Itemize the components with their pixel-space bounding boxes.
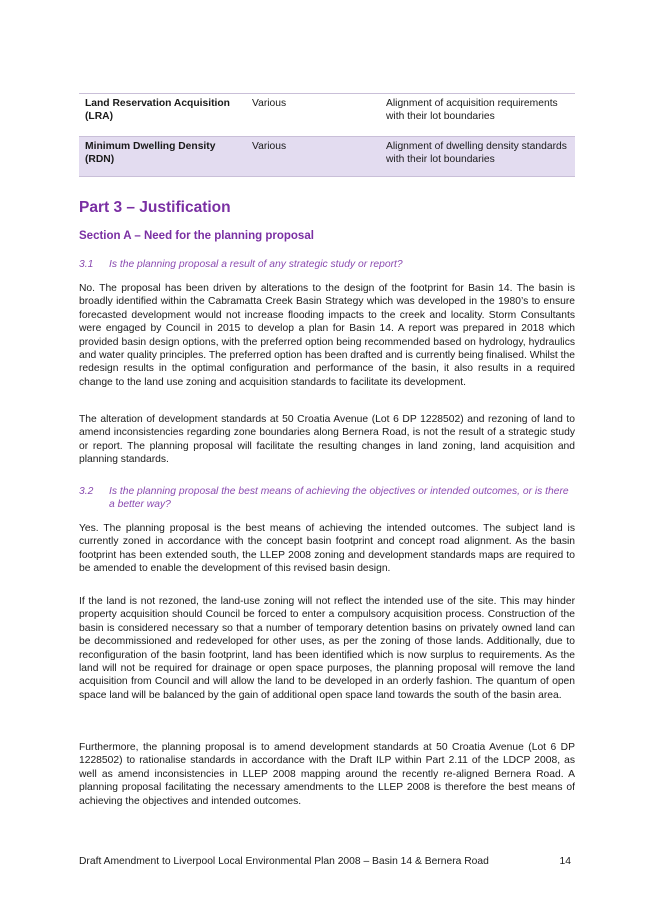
table-cell-description: Alignment of dwelling density standards with their lot boundaries — [380, 137, 575, 177]
page-footer — [79, 856, 575, 867]
paragraph: The alteration of development standards at 50 Croatia Avenue (Lot 6 DP 1228502) and rezoning of land to amend inconsistencies regarding zone boundaries along Bernera Road, is not the result of a strategic study or report. The planning proposal will facilitate the resulting changes in land zoning, land acquisition and planning standards. — [79, 414, 575, 466]
page-number: 14 — [559, 856, 571, 867]
question-number: 3.2 — [79, 486, 94, 497]
table-cell-location: Various — [246, 94, 380, 137]
table-row — [79, 137, 575, 177]
question-text: Is the planning proposal a result of any strategic study or report? — [109, 259, 403, 270]
table-cell-location: Various — [246, 137, 380, 177]
question-text: Is the planning proposal the best means of achieving the objectives or intended outcomes, or is there a better way? — [109, 486, 569, 510]
part-title: Part 3 – Justification — [79, 199, 231, 216]
section-title: Section A – Need for the planning proposal — [79, 230, 314, 242]
table-cell-description: Alignment of acquisition requirements with their lot boundaries — [380, 94, 575, 137]
paragraph: No. The proposal has been driven by alterations to the design of the footprint for Basin 14. The basin is broadly identified within the Cabramatta Creek Basin Strategy which was developed in the 1980’s to ensure forecasted development would not increase flooding impacts to the creek and locality. Storm Consultants were engaged by Council in 2015 to develop a plan for Basin 14. A report was prepared in 2018 which provided basin design options, with the preferred option being recommended based on hydrology, hydraulics and water quality principles. The preferred option has been drafted and is currently being finalised. Whilst the redesign results in the optimal configuration and performance of the basin, it also results in a required change to the land use zoning and acquisition standards to facilitate its development. — [79, 283, 575, 388]
table-cell-control: Land Reservation Acquisition (LRA) — [79, 94, 246, 137]
paragraph: Furthermore, the planning proposal is to amend development standards at 50 Croatia Avenue (Lot 6 DP 1228502) to rationalise standards in accordance with the Draft ILP within Part 2.11 of the LDCP 2008, as well as amend inconsistencies in LLEP 2008 mapping around the recently re-aligned Bernera Road. A planning proposal facilitating the necessary amendments to the LLEP 2008 is therefore the best means of achieving the objectives and intended outcomes. — [79, 742, 575, 807]
amendments-table — [79, 93, 575, 177]
question-3-2 — [79, 485, 575, 511]
footer-title: Draft Amendment to Liverpool Local Environmental Plan 2008 – Basin 14 & Bernera Road — [79, 856, 489, 867]
table-cell-control: Minimum Dwelling Density (RDN) — [79, 137, 246, 177]
table-row — [79, 94, 575, 137]
question-3-1 — [79, 258, 575, 271]
question-number: 3.1 — [79, 259, 94, 270]
paragraph: If the land is not rezoned, the land-use zoning will not reflect the intended use of the site. This may hinder property acquisition should Council be forced to enter a compulsory acquisition process. Construction of the basin is considered necessary so that a number of temporary detention basins on privately owned land can be decommissioned and redeveloped for other uses, as per the zoning of those lands. Additionally, due to reconfiguration of the basin footprint, land has been identified which is now surplus to requirements. As the land will not be required for drainage or open space purposes, the planning proposal will remove the land acquisition from Council and will allow the land to be developed in an orderly fashion. The quantum of open space land will be balanced by the gain of additional open space land towards the south of the basin area. — [79, 596, 575, 701]
paragraph: Yes. The planning proposal is the best means of achieving the intended outcomes. The subject land is currently zoned in accordance with the concept basin footprint and concept road alignment. As the basin footprint has been extended south, the LLEP 2008 zoning and development standards maps are required to be amended to enable the development of this revised basin design. — [79, 523, 575, 575]
